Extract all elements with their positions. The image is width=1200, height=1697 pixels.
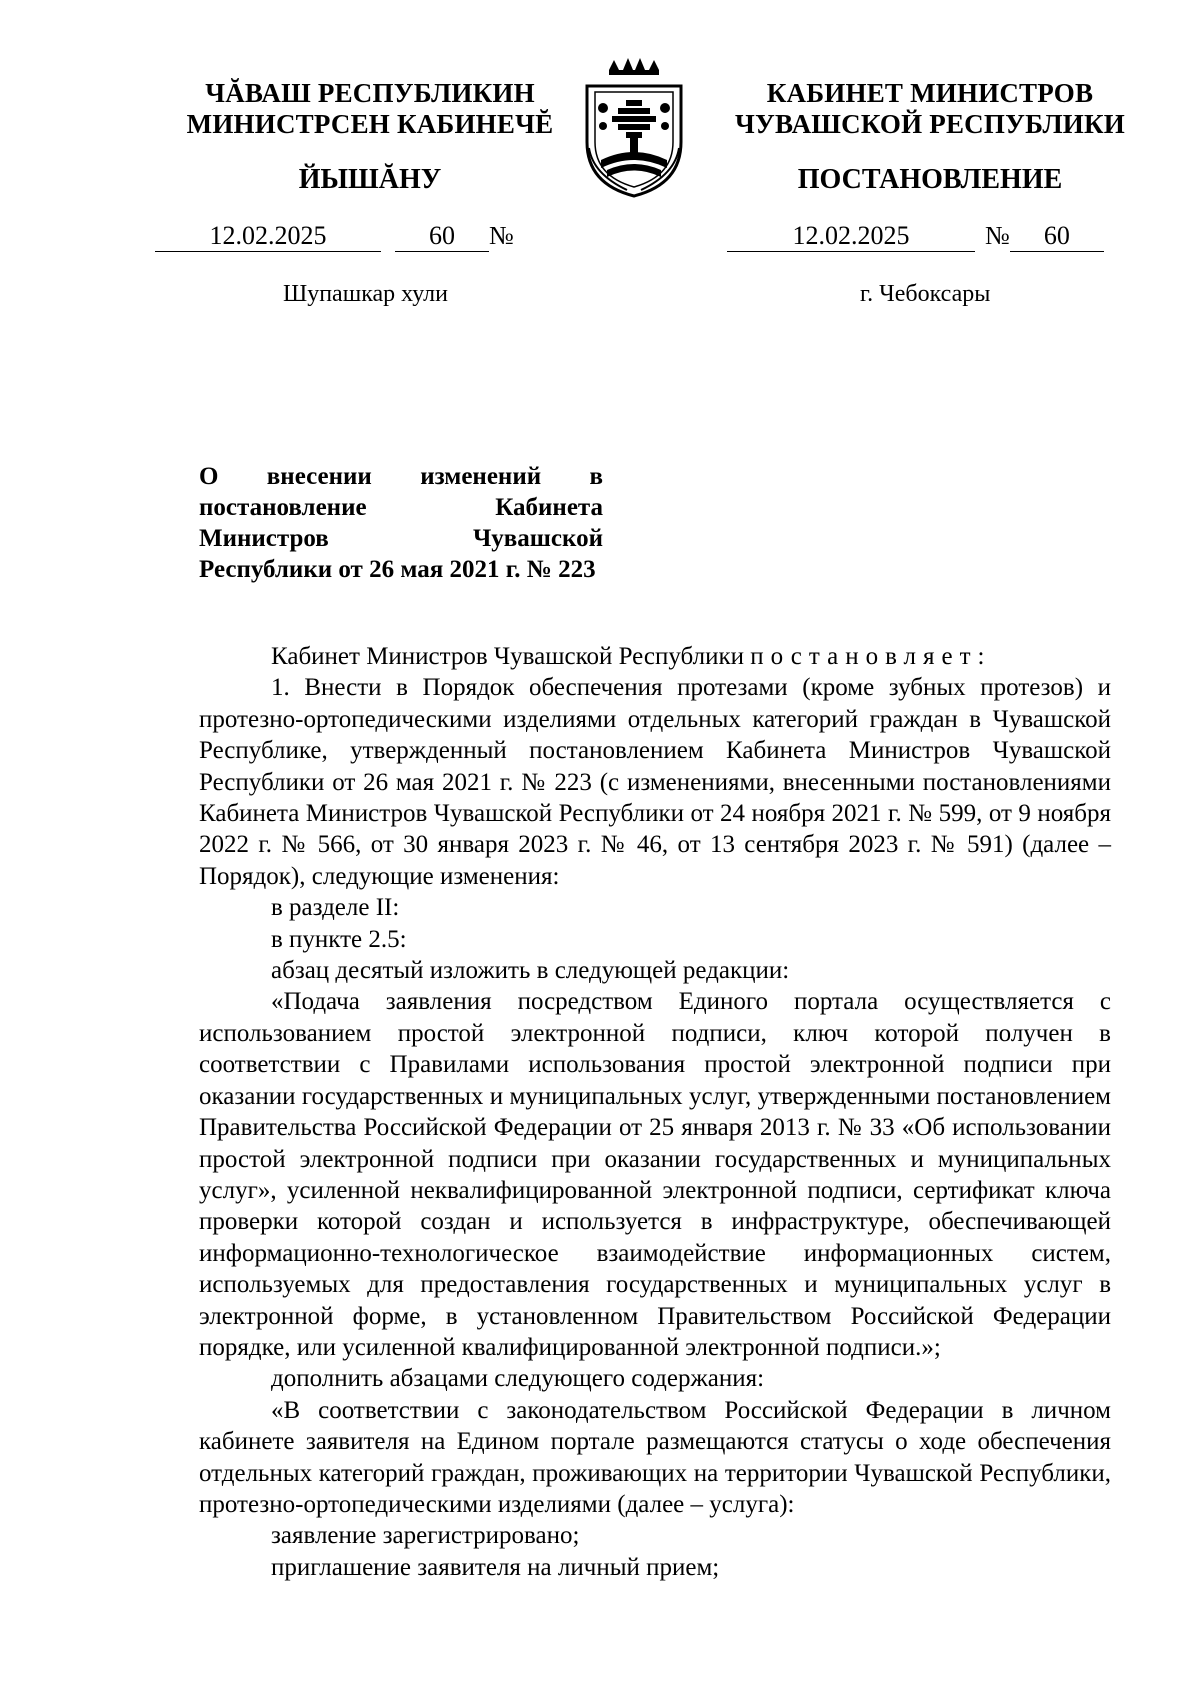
doc-number-russian: 60: [1010, 221, 1104, 252]
body-paragraph: в разделе II:: [271, 894, 400, 922]
intro-paragraph: [199, 641, 1111, 672]
issuer-title-chuvash: [150, 78, 590, 140]
body-paragraph: абзац десятый изложить в следующей редакции:: [271, 957, 790, 985]
body-paragraph: «Подача заявления посредством Единого портала осуществляется с использованием простой электронной подписи, ключ которой получен в соответствии с Правилами использования простой электронной подписи при оказании государственных и муниципальных услуг, утвержденными постановлением Правительства Российской Федерации от 25 января 2013 г. № 33 «Об использовании простой электронной подписи при оказании государственных и муниципальных услуг», усиленной неквалифицированной электронной подписи, сертификат ключа проверки которой создан и используется в инфраструктуре, обеспечивающей информационно-технологическое взаимодействие информационных систем, используемых для предоставления государственных и муниципальных услуг в электронной форме, в установленном Правительством Российской Федерации порядке, или усиленной квалифицированной электронной подписи.»;: [199, 988, 1111, 1361]
doc-date-number-russian: [727, 221, 1104, 252]
doc-number-chuvash: 60: [395, 221, 489, 252]
place-russian: г. Чебоксары: [860, 281, 991, 307]
document-body: [199, 641, 1111, 1583]
body-paragraph: в пункте 2.5:: [271, 925, 407, 953]
body-paragraph: приглашение заявителя на личный прием;: [271, 1553, 720, 1581]
place-chuvash: Шупашкар хули: [283, 281, 448, 307]
issuer-title-chuvash-line2: МИНИСТРСЕН КАБИНЕЧĔ: [186, 109, 554, 139]
issuer-title-chuvash-line1: ЧĂВАШ РЕСПУБЛИКИН: [205, 78, 535, 108]
issuer-title-russian-line2: ЧУВАШСКОЙ РЕСПУБЛИКИ: [735, 109, 1125, 139]
intro-verb: постановляет:: [750, 643, 992, 670]
body-paragraph: «В соответствии с законодательством Российской Федерации в личном кабинете заявителя на Едином портале размещаются статусы о ходе обеспечения отдельных категорий граждан, проживающих на территории Чувашской Республики, протезно-ортопедическими изделиями (далее – услуга):: [199, 1396, 1111, 1518]
body-paragraph: дополнить абзацами следующего содержания:: [271, 1365, 765, 1393]
issuer-title-russian-line1: КАБИНЕТ МИНИСТРОВ: [766, 78, 1094, 108]
doc-date-russian: 12.02.2025: [727, 221, 975, 252]
document-subject: О внесении изменений в постановление Кабинета Министров Чувашской Республики от 26 мая 2021 г. № 223: [199, 463, 603, 583]
doc-date-chuvash: 12.02.2025: [155, 221, 381, 252]
doc-type-chuvash: ЙЫШĂНУ: [298, 164, 442, 195]
intro-text: Кабинет Министров Чувашской Республики: [271, 643, 751, 670]
body-paragraph: 1. Внести в Порядок обеспечения протезами (кроме зубных протезов) и протезно-ортопедическими изделиями отдельных категорий граждан в Чувашской Республике, утвержденный постановлением Кабинета Министров Чувашской Республики от 26 мая 2021 г. № 223 (с изменениями, внесенными постановлениями Кабинета Министров Чувашской Республики от 24 ноября 2021 г. № 599, от 9 ноября 2022 г. № 566, от 30 января 2023 г. № 46, от 13 сентября 2023 г. № 591) (далее – Порядок), следующие изменения:: [199, 674, 1111, 890]
doc-type-russian: ПОСТАНОВЛЕНИЕ: [797, 164, 1063, 195]
doc-date-number-chuvash: [155, 221, 514, 252]
body-paragraph: заявление зарегистрировано;: [271, 1522, 580, 1550]
chuvash-coat-of-arms-emblem: [563, 56, 705, 200]
issuer-title-russian: [700, 78, 1160, 140]
number-sign-russian: №: [985, 221, 1010, 250]
number-sign-chuvash: №: [489, 221, 514, 250]
